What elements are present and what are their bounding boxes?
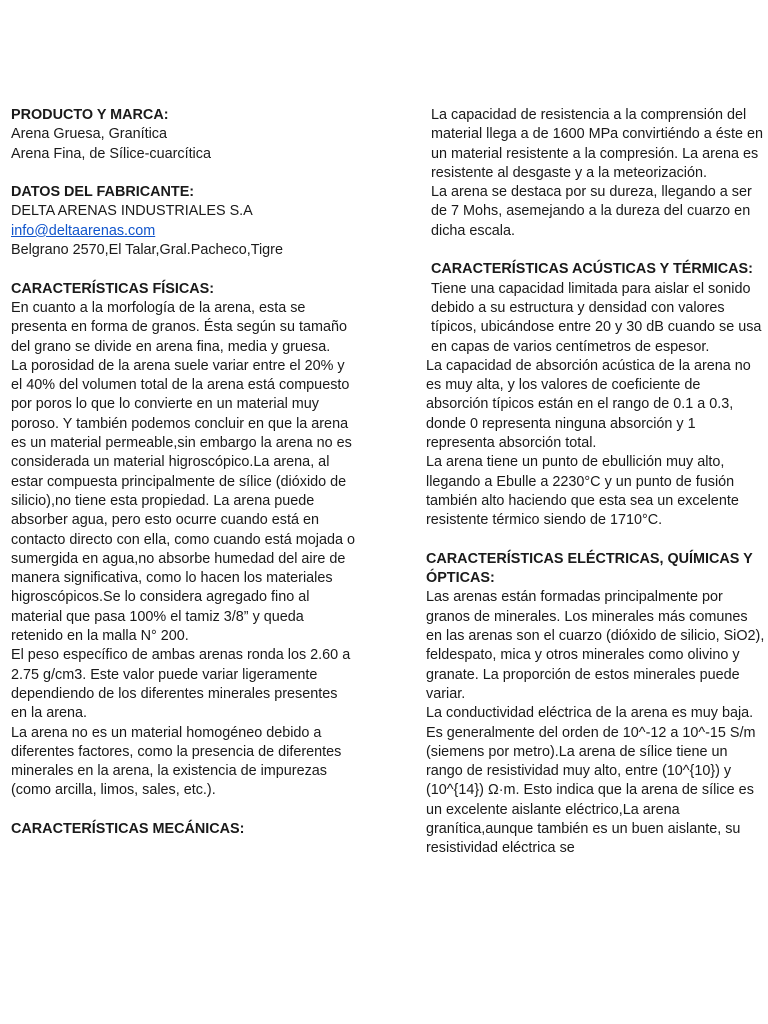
left-column [11,106,356,839]
acusticas-paragraph: La arena tiene un punto de ebullición muy alto, llegando a Ebulle a 2230°C y un punto de fusión también alto haciendo que esta sea un excelente resistente térmico siendo de 1710°C. [426,454,739,529]
fisicas-heading: CARACTERÍSTICAS FÍSICAS: [11,280,215,297]
producto-line: Arena Fina, de Sílice-cuarcítica [11,145,211,162]
fabricante-name: DELTA ARENAS INDUSTRIALES S.A [11,203,253,220]
electricas-paragraph: La conductividad eléctrica de la arena es muy baja. Es generalmente del orden de 10^-12 a 10^-15 S/m (siemens por metro).La arena de sílice tiene un rango de resistividad muy alto, entre (10^{10}) y (10^{14}) Ω·m. Esto indica que la arena de sílice es un excelente aislante eléctrico,La arena granítica,aunque también es un buen aislante, su resistividad eléctrica se [426,705,756,857]
fisicas-paragraph: En cuanto a la morfología de la arena, esta se presenta en forma de granos. Ésta según su tamaño del grano se divide en arena fina, media y gruesa. [11,299,347,355]
producto-line: Arena Gruesa, Granítica [11,126,167,143]
email-link[interactable]: info@deltaarenas.com [11,222,156,239]
fabricante-heading: DATOS DEL FABRICANTE: [11,184,195,201]
mecanicas-paragraph: La arena se destaca por su dureza, llegando a ser de 7 Mohs, asemejando a la dureza del cuarzo en dicha escala. [431,184,752,239]
acusticas-heading: CARACTERÍSTICAS ACÚSTICAS Y TÉRMICAS: [431,261,753,278]
fisicas-paragraph: El peso específico de ambas arenas ronda los 2.60 a 2.75 g/cm3. Este valor puede variar ligeramente dependiendo de los diferentes minerales presentes en la arena. [11,647,351,722]
producto-heading: PRODUCTO Y MARCA: [11,107,169,123]
right-column [426,106,766,859]
mecanicas-paragraph: La capacidad de resistencia a la comprensión del material llega a de 1600 MPa convirtiéndo a éste en un material resistente a la compresión. La arena es resistente al desgaste y a la meteorización. [431,107,763,181]
mecanicas-heading: CARACTERÍSTICAS MECÁNICAS: [11,820,245,837]
acusticas-indented-paragraph: Tiene una capacidad limitada para aislar el sonido debido a su estructura y densidad con valores típicos, ubicándose entre 20 y 30 dB cuando se usa en capas de varios centímetros de espesor. [431,280,762,355]
electricas-heading: CARACTERÍSTICAS ELÉCTRICAS, QUÍMICAS Y ÓPTICAS: [426,550,753,587]
fisicas-paragraph: La porosidad de la arena suele variar entre el 20% y el 40% del volumen total de la arena está compuesto por poros lo que lo convierte en un material muy poroso. Y también podemos concluir en que la arena es un material permeable,sin embargo la arena no es considerada un material higroscópico.La arena, al estar compuesta principalmente de sílice (dióxido de silicio),no tiene esta propiedad. La arena puede absorber agua, pero esto ocurre cuando está en contacto directo con ella, como cuando está mojada o sumergida en agua,no absorbe humedad del aire de manera significativa, como lo hacen los materiales higroscópicos.Se lo considera agregado fino al material que pasa 100% el tamiz 3/8” y queda retenido en la malla N° 200. [11,357,355,645]
fabricante-address: Belgrano 2570,El Talar,Gral.Pacheco,Tigre [11,242,283,259]
acusticas-paragraph: La capacidad de absorción acústica de la arena no es muy alta, y los valores de coeficiente de absorción típicos están en el rango de 0.1 a 0.3, donde 0 representa ninguna absorción y 1 representa absorción total. [426,357,751,452]
fisicas-paragraph: La arena no es un material homogéneo debido a diferentes factores, como la presencia de diferentes minerales en la arena, la existencia de impurezas (como arcilla, limos, sales, etc.). [11,724,342,799]
electricas-paragraph: Las arenas están formadas principalmente por granos de minerales. Los minerales más comunes en las arenas son el cuarzo (dióxido de silicio, SiO2), feldespato, mica y otros minerales como olivino y granate. La proporción de estos minerales puede variar. [426,589,765,702]
